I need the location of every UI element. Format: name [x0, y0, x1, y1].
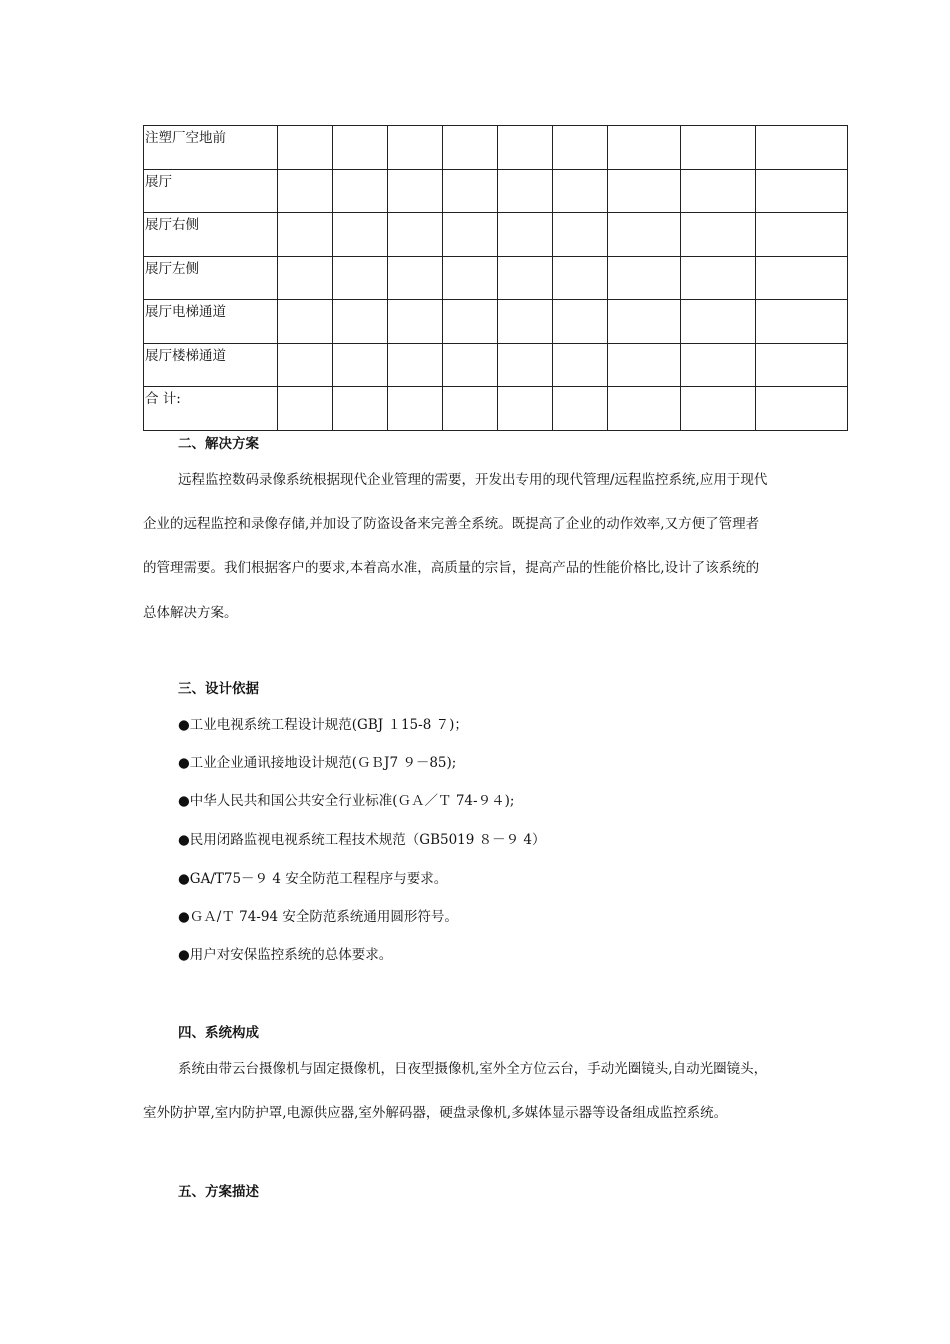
empty-cell — [388, 213, 443, 257]
empty-cell — [756, 126, 848, 170]
empty-cell — [278, 256, 333, 300]
basis-item-text: 工业电视系统工程设计规范(GBJ １15-8 ７)； — [189, 717, 468, 733]
location-cell: 展厅电梯通道 — [144, 300, 278, 344]
empty-cell — [498, 300, 553, 344]
empty-cell — [443, 256, 498, 300]
empty-cell — [756, 256, 848, 300]
composition-line-2: 室外防护罩,室内防护罩,电源供应器,室外解码器，硬盘录像机,多媒体显示器等设备组成监控系统。 — [143, 1105, 728, 1121]
empty-cell — [278, 300, 333, 344]
empty-cell — [608, 169, 681, 213]
table-row — [144, 387, 848, 431]
empty-cell — [278, 213, 333, 257]
bullet-icon: ● — [178, 947, 190, 963]
empty-cell — [443, 300, 498, 344]
empty-cell — [278, 126, 333, 170]
empty-cell — [608, 300, 681, 344]
empty-cell — [388, 387, 443, 431]
bullet-icon: ● — [178, 793, 190, 809]
empty-cell — [756, 343, 848, 387]
table-row — [144, 300, 848, 344]
table-row — [144, 213, 848, 257]
empty-cell — [681, 169, 756, 213]
bullet-icon: ● — [178, 832, 190, 848]
basis-item-text: 中华人民共和国公共安全行业标准(ＧＡ／Ｔ 74-９４); — [189, 793, 515, 809]
bullet-icon: ● — [178, 909, 190, 925]
empty-cell — [553, 126, 608, 170]
empty-cell — [388, 256, 443, 300]
composition-line-1: 系统由带云台摄像机与固定摄像机，日夜型摄像机,室外全方位云台，手动光圈镜头,自动光圈镜头， — [178, 1061, 768, 1077]
empty-cell — [608, 256, 681, 300]
location-cell: 注塑厂空地前 — [144, 126, 278, 170]
table-row — [144, 256, 848, 300]
empty-cell — [333, 256, 388, 300]
empty-cell — [333, 213, 388, 257]
empty-cell — [278, 169, 333, 213]
empty-cell — [553, 300, 608, 344]
empty-cell — [333, 126, 388, 170]
empty-cell — [553, 343, 608, 387]
empty-cell — [608, 343, 681, 387]
bullet-icon: ● — [178, 871, 190, 887]
empty-cell — [333, 387, 388, 431]
empty-cell — [498, 169, 553, 213]
empty-cell — [388, 343, 443, 387]
empty-cell — [278, 387, 333, 431]
solution-line-4: 总体解决方案。 — [143, 605, 238, 621]
basis-item-text: GA/T75－９ 4 安全防范工程程序与要求。 — [189, 871, 448, 887]
empty-cell — [756, 169, 848, 213]
table-row — [144, 343, 848, 387]
location-cell: 展厅右侧 — [144, 213, 278, 257]
empty-cell — [333, 169, 388, 213]
basis-item-text: ＧＡ/Ｔ 74-94 安全防范系统通用圆形符号。 — [189, 909, 458, 925]
empty-cell — [608, 213, 681, 257]
empty-cell — [681, 256, 756, 300]
basis-item — [178, 828, 546, 848]
basis-item-text: 民用闭路监视电视系统工程技术规范（GB5019 ８－９ 4） — [189, 832, 546, 848]
solution-line-3: 的管理需要。我们根据客户的要求,本着高水准，高质量的宗旨，提高产品的性能价格比,设计了该系统的 — [143, 560, 760, 576]
empty-cell — [443, 213, 498, 257]
monitoring-point-table — [143, 125, 848, 431]
empty-cell — [498, 256, 553, 300]
basis-item — [178, 867, 447, 887]
empty-cell — [443, 343, 498, 387]
basis-item-text: 工业企业通讯接地设计规范(ＧＢJ7 ９－85); — [189, 755, 457, 771]
section-heading-basis: 三、设计依据 — [178, 681, 259, 697]
section-heading-composition: 四、系统构成 — [178, 1025, 259, 1041]
location-cell: 展厅左侧 — [144, 256, 278, 300]
location-cell: 展厅 — [144, 169, 278, 213]
empty-cell — [608, 387, 681, 431]
basis-item-text: 用户对安保监控系统的总体要求。 — [189, 947, 393, 963]
table-row — [144, 169, 848, 213]
empty-cell — [681, 387, 756, 431]
empty-cell — [443, 126, 498, 170]
empty-cell — [553, 387, 608, 431]
empty-cell — [553, 213, 608, 257]
empty-cell — [388, 300, 443, 344]
empty-cell — [443, 169, 498, 213]
empty-cell — [278, 343, 333, 387]
empty-cell — [681, 343, 756, 387]
solution-line-2: 企业的远程监控和录像存储,并加设了防盗设备来完善全系统。既提高了企业的动作效率,又方便了管理者 — [143, 516, 760, 532]
empty-cell — [388, 126, 443, 170]
empty-cell — [498, 213, 553, 257]
location-cell: 合 计: — [144, 387, 278, 431]
empty-cell — [756, 213, 848, 257]
basis-item — [178, 751, 456, 771]
empty-cell — [756, 300, 848, 344]
empty-cell — [553, 169, 608, 213]
empty-cell — [681, 126, 756, 170]
empty-cell — [443, 387, 498, 431]
section-heading-description: 五、方案描述 — [178, 1184, 259, 1200]
basis-item — [178, 789, 514, 809]
empty-cell — [498, 387, 553, 431]
basis-item — [178, 713, 468, 733]
empty-cell — [333, 300, 388, 344]
empty-cell — [681, 213, 756, 257]
bullet-icon: ● — [178, 755, 190, 771]
basis-item — [178, 905, 458, 925]
section-heading-solution: 二、解决方案 — [178, 436, 259, 452]
bullet-icon: ● — [178, 717, 190, 733]
empty-cell — [333, 343, 388, 387]
location-cell: 展厅楼梯通道 — [144, 343, 278, 387]
empty-cell — [608, 126, 681, 170]
empty-cell — [388, 169, 443, 213]
solution-line-1: 远程监控数码录像系统根据现代企业管理的需要，开发出专用的现代管理/远程监控系统,应用于现代 — [178, 472, 768, 488]
table-body — [144, 126, 848, 431]
empty-cell — [756, 387, 848, 431]
basis-item — [178, 943, 392, 963]
table-row — [144, 126, 848, 170]
empty-cell — [498, 126, 553, 170]
empty-cell — [498, 343, 553, 387]
empty-cell — [681, 300, 756, 344]
empty-cell — [553, 256, 608, 300]
